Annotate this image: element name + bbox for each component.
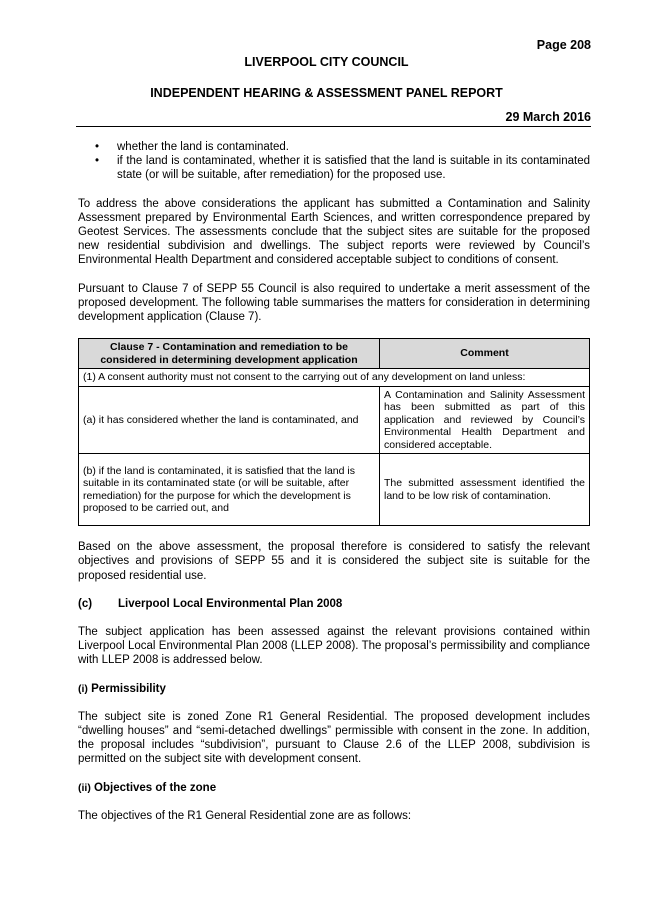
council-name: LIVERPOOL CITY COUNCIL: [244, 55, 409, 69]
table-header-row: [79, 339, 590, 369]
paragraph: Based on the above assessment, the proposal therefore is considered to satisfy the relevant objectives and provisions of SEPP 55 and it is considered the subject site is suitable for the proposed residential use.: [78, 541, 590, 582]
considerations-list: [78, 140, 590, 183]
bullet-icon: •: [95, 155, 100, 168]
table-row: [79, 454, 590, 526]
section-heading-i: (i) Permissibility: [78, 682, 166, 695]
paragraph: Pursuant to Clause 7 of SEPP 55 Council is also required to undertake a merit assessment of the proposed development. The following table summarises the matters for consideration in determining development application (Clause 7).: [78, 282, 590, 324]
table-cell-comment: A Contamination and Salinity Assessment has been submitted as part of this application and reviewed by Council’s Environmental Health Department and considered acceptable.: [380, 386, 590, 454]
paragraph: The subject site is zoned Zone R1 General Residential. The proposed development includes “dwelling houses” and “semi-detached dwellings” permissible with consent in the zone. In addition, the proposal includes “subdivision”, pursuant to Clause 2.6 of the LLEP 2008, subdivision is permitted on the subject site with development consent.: [78, 710, 590, 766]
paragraph: The subject application has been assessed against the relevant provisions contained within Liverpool Local Environmental Plan 2008 (LLEP 2008). The proposal’s permissibility and compliance with LLEP 2008 is addressed below.: [78, 626, 590, 667]
section-heading-c: (c) Liverpool Local Environmental Plan 2008: [78, 597, 343, 610]
paragraph: The objectives of the R1 General Residential zone are as follows:: [78, 809, 412, 822]
table-row: [79, 386, 590, 454]
table-intro-cell: (1) A consent authority must not consent to the carrying out of any development on land unless:: [79, 369, 590, 387]
table-cell-clause: (a) it has considered whether the land is contaminated, and: [79, 386, 380, 454]
table-header-clause: Clause 7 - Contamination and remediation to be considered in determining development application: [79, 339, 380, 369]
table-row: [79, 369, 590, 387]
table-cell-clause: (b) if the land is contaminated, it is satisfied that the land is suitable in its contaminated state (or will be suitable, after remediation) for the purpose for which the development is proposed to be carried out, and: [79, 454, 380, 526]
report-title: INDEPENDENT HEARING & ASSESSMENT PANEL REPORT: [150, 86, 503, 100]
table-header-comment: Comment: [380, 339, 590, 369]
report-date: 29 March 2016: [505, 110, 591, 124]
list-item: • whether the land is contaminated.: [95, 141, 289, 153]
header-divider: [76, 126, 591, 127]
document-body: [78, 140, 590, 823]
table-cell-comment: The submitted assessment identified the land to be low risk of contamination.: [380, 454, 590, 526]
section-heading-ii: (ii) Objectives of the zone: [78, 781, 217, 794]
list-item: • if the land is contaminated, whether it is satisfied that the land is suitable in its contaminated state (or will be suitable, after remediation) for the proposed use.: [95, 155, 590, 182]
page-number: Page 208: [536, 38, 591, 52]
paragraph: To address the above considerations the applicant has submitted a Contamination and Salinity Assessment prepared by Environmental Earth Sciences, and written correspondence prepared by Geotest Services. The assessments conclude that the subject sites are suitable for the proposed new residential subdivision and dwellings. The subject reports were reviewed by Council’s Environmental Health Department and considered acceptable subject to conditions of consent.: [78, 197, 590, 267]
clause-7-table: [78, 338, 590, 526]
bullet-icon: •: [95, 141, 100, 153]
